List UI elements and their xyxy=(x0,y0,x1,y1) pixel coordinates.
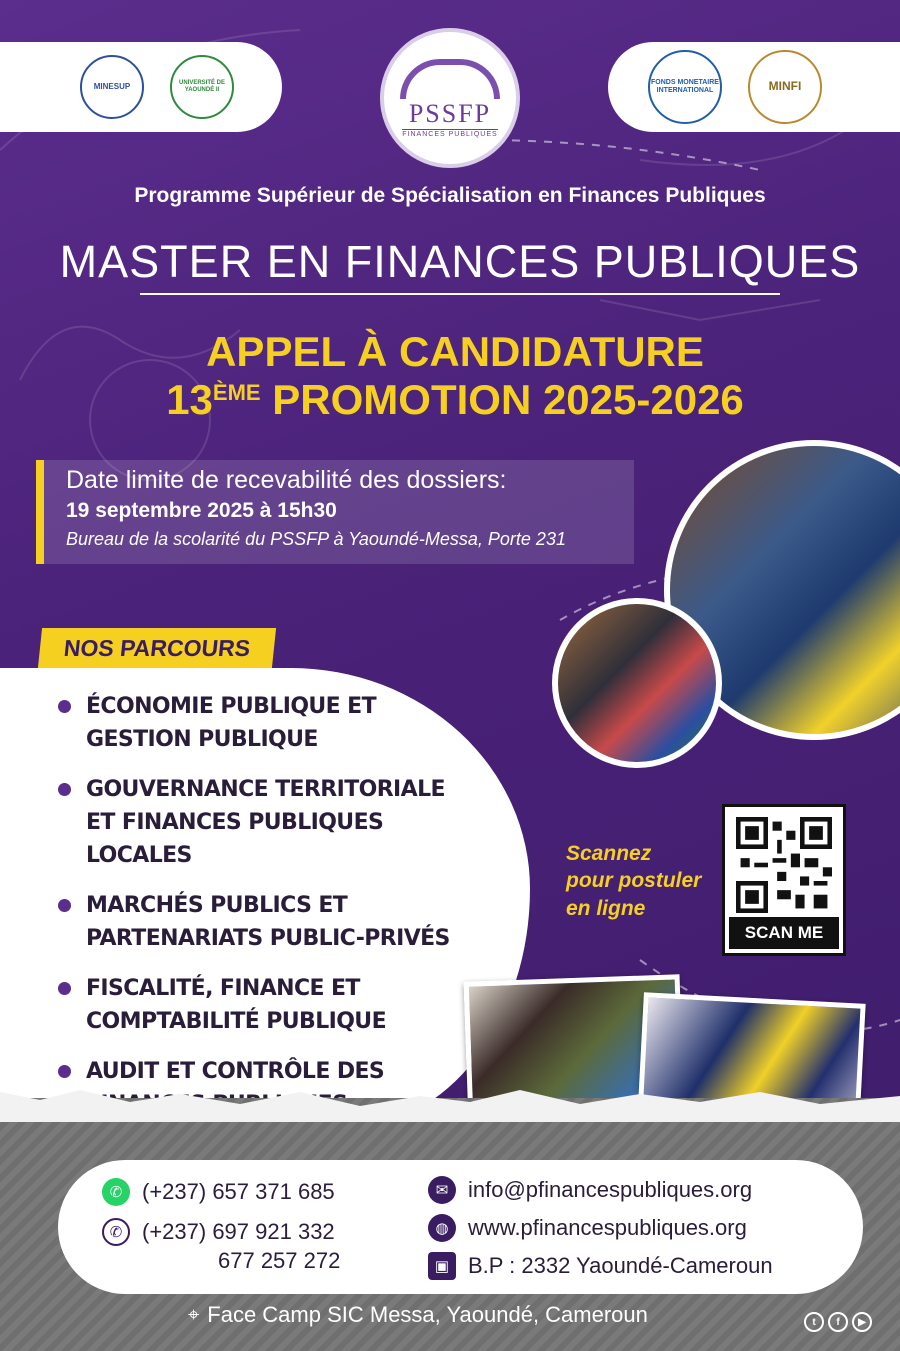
call-for-applications xyxy=(0,328,900,425)
scan-instructions: Scannez pour postuler en ligne xyxy=(566,842,702,920)
pssfp-logo xyxy=(380,28,520,168)
twitter-icon[interactable]: t xyxy=(804,1312,824,1332)
phone-contact[interactable] xyxy=(102,1218,335,1246)
diploma-handover-photo xyxy=(552,598,722,768)
pssfp-logo-name: PSSFP xyxy=(408,98,492,128)
pssfp-arc-icon xyxy=(400,59,500,99)
minfi-logo: MINFI xyxy=(748,50,822,124)
header-right-logo-bar xyxy=(608,42,900,132)
postal-address: B.P : 2332 Yaoundé-Cameroun xyxy=(468,1253,773,1278)
torn-paper-edge xyxy=(0,1082,900,1122)
list-item: MARCHÉS PUBLICS ET PARTENARIATS PUBLIC-PRIVÉS xyxy=(58,889,458,955)
appel-line2 xyxy=(0,376,900,424)
deadline-date: 19 septembre 2025 à 15h30 xyxy=(66,499,337,522)
phone-number-2: 677 257 272 xyxy=(218,1248,341,1273)
email-address: info@pfinancespubliques.org xyxy=(468,1177,753,1202)
appel-line1: APPEL À CANDIDATURE xyxy=(206,328,704,375)
list-item: FISCALITÉ, FINANCE ET COMPTABILITÉ PUBLIQUE xyxy=(58,972,458,1038)
phone-icon: ✆ xyxy=(102,1218,130,1246)
address-text: Face Camp SIC Messa, Yaoundé, Cameroun xyxy=(207,1302,648,1327)
university-yaounde-logo: UNIVERSITÉ DE YAOUNDÉ II xyxy=(170,55,234,119)
contact-card xyxy=(58,1160,863,1294)
pssfp-logo-subtitle: FINANCES PUBLIQUES xyxy=(402,130,498,138)
phone-number-1: (+237) 697 921 332 xyxy=(142,1219,335,1244)
youtube-icon[interactable]: ▶ xyxy=(852,1312,872,1332)
globe-icon: ◍ xyxy=(428,1214,456,1242)
qr-code-box[interactable] xyxy=(722,804,846,956)
bullet-icon xyxy=(58,1065,71,1078)
promotion-year: PROMOTION 2025-2026 xyxy=(260,376,744,424)
whatsapp-contact[interactable] xyxy=(102,1178,335,1206)
email-contact[interactable] xyxy=(428,1176,752,1204)
deadline-place: Bureau de la scolarité du PSSFP à Yaoundé-Messa, Porte 231 xyxy=(66,529,566,549)
whatsapp-number: (+237) 657 371 685 xyxy=(142,1179,335,1204)
deadline-box xyxy=(36,460,634,564)
list-item: AUDIT ET CONTRÔLE DES xyxy=(58,1055,458,1121)
promotion-suffix: ÈME xyxy=(212,380,261,406)
bullet-icon xyxy=(58,982,71,995)
bullet-icon xyxy=(58,899,71,912)
scan-me-label: SCAN ME xyxy=(729,917,839,949)
minesup-logo: MINESUP xyxy=(80,55,144,119)
parcours-list xyxy=(58,690,458,1138)
mailbox-icon: ▣ xyxy=(428,1252,456,1280)
program-title: Programme Supérieur de Spécialisation en Finances Publiques xyxy=(134,184,766,207)
bullet-icon xyxy=(58,700,71,713)
master-title: MASTER EN FINANCES PUBLIQUES xyxy=(59,236,861,287)
phone-contact-2[interactable] xyxy=(218,1248,340,1274)
website-contact[interactable] xyxy=(428,1214,747,1242)
deadline-label: Date limite de recevabilité des dossiers: xyxy=(66,466,507,494)
location-pin-icon: ⌖ xyxy=(188,1303,200,1326)
qr-code-icon xyxy=(736,817,832,913)
postal-contact xyxy=(428,1252,773,1280)
social-links xyxy=(804,1312,872,1332)
list-item: GOUVERNANCE TERRITORIALE ET FINANCES PUBLIQUES LOCALES xyxy=(58,773,458,872)
footer-address xyxy=(188,1302,648,1328)
email-icon: ✉ xyxy=(428,1176,456,1204)
title-divider xyxy=(140,293,780,295)
list-item: ÉCONOMIE PUBLIQUE ET GESTION PUBLIQUE xyxy=(58,690,458,756)
whatsapp-icon: ✆ xyxy=(102,1178,130,1206)
facebook-icon[interactable]: f xyxy=(828,1312,848,1332)
bullet-icon xyxy=(58,783,71,796)
header-left-logo-bar xyxy=(0,42,282,132)
parcours-tag: NOS PARCOURS xyxy=(38,628,276,668)
promotion-number: 13 xyxy=(166,376,213,424)
website-url: www.pfinancespubliques.org xyxy=(468,1215,747,1240)
imf-logo: FONDS MONETAIRE INTERNATIONAL xyxy=(648,50,722,124)
